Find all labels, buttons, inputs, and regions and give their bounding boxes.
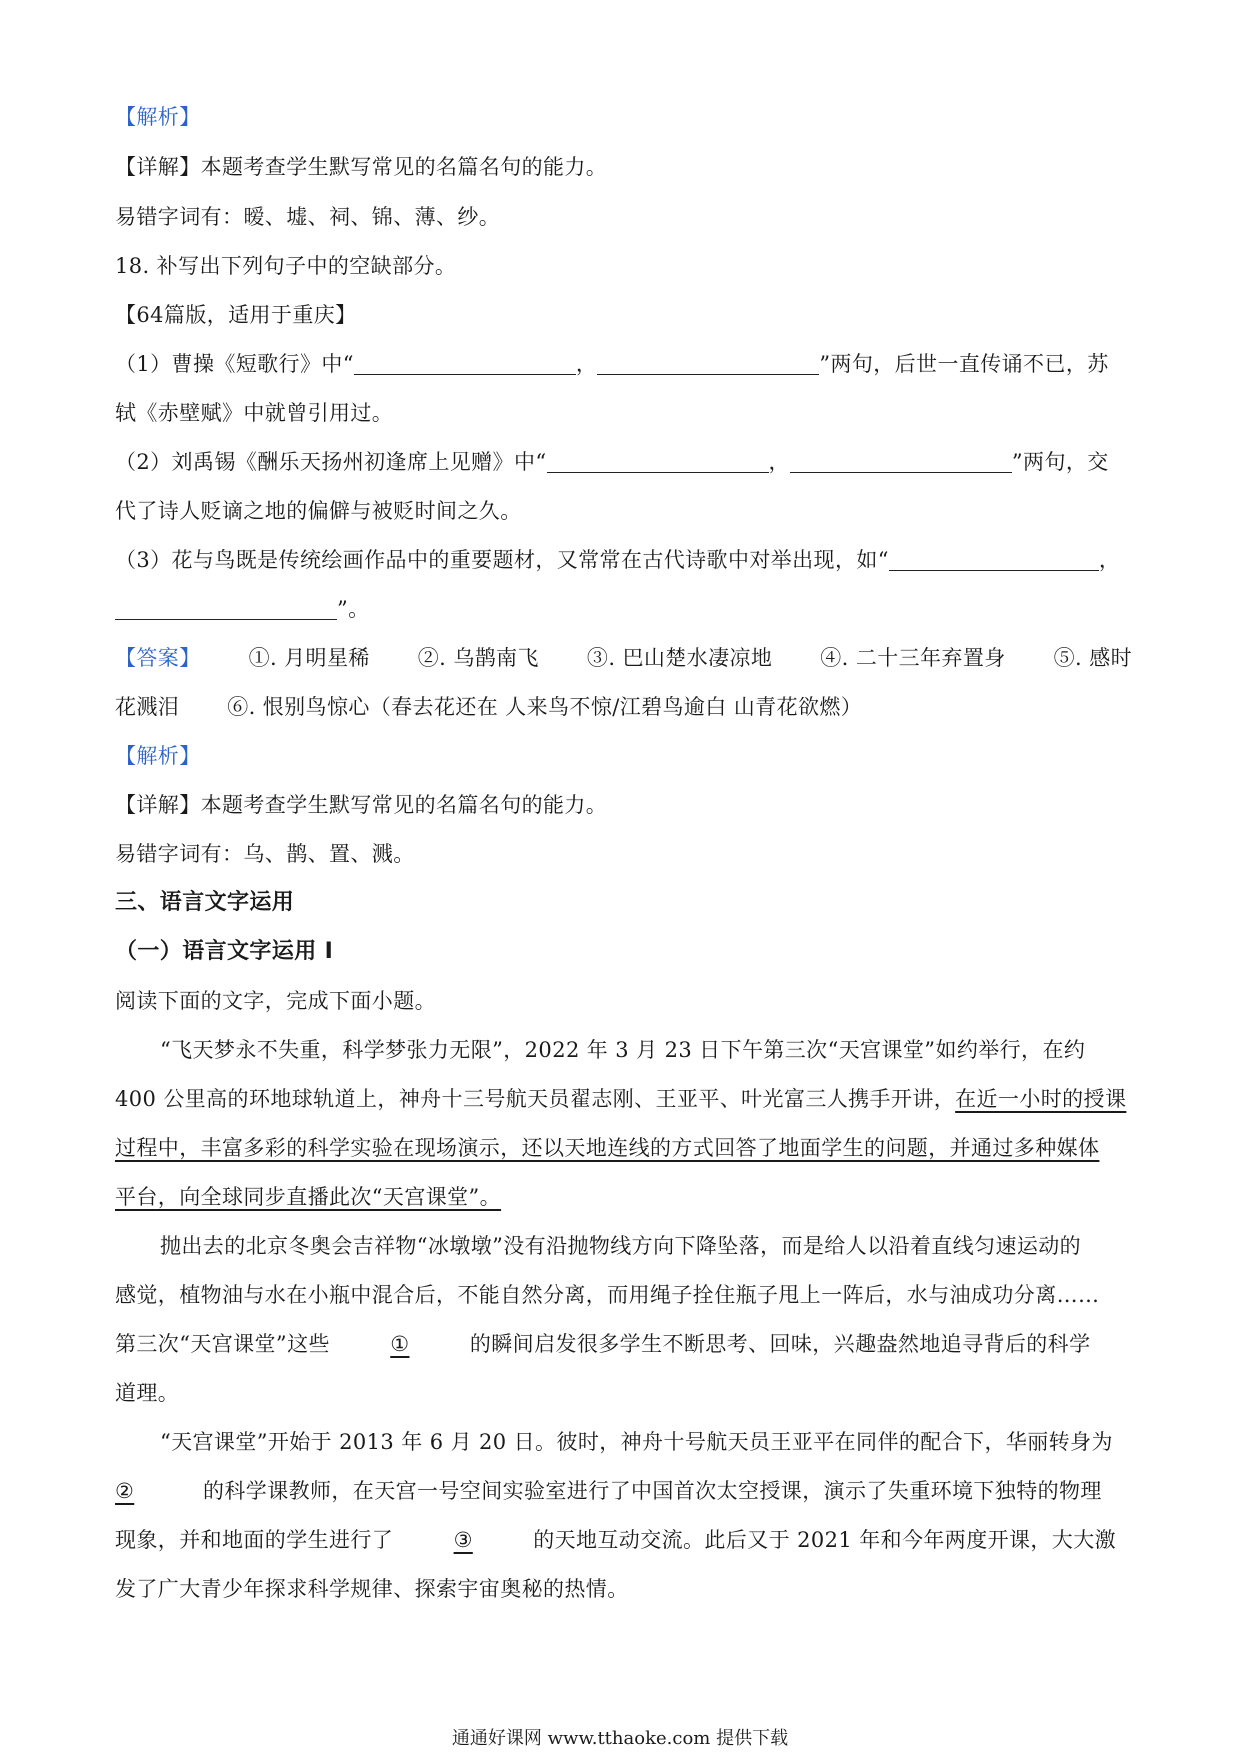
fill-blank-2[interactable]	[597, 352, 819, 375]
passage-p3-line3-a: 现象，并和地面的学生进行了	[115, 1528, 394, 1552]
underlined-sentence-line3: 过程中，丰富多彩的科学实验在现场演示，还以天地连线的方式回答了地面学生的问题，并通过多种媒体	[115, 1136, 1100, 1160]
answer-3: ③. 巴山楚水凄凉地	[586, 646, 773, 670]
underlined-sentence-start: 在近一小时的授课	[955, 1087, 1127, 1111]
q18-item2-line2: 代了诗人贬谪之地的偏僻与被贬时间之久。	[115, 499, 522, 523]
q18-item3-suffix: ”。	[337, 597, 370, 621]
q18-item3-line2	[115, 594, 370, 624]
q18-version: 【64篇版，适用于重庆】	[115, 303, 357, 327]
passage-p3-line3	[115, 1525, 1116, 1555]
page-footer: 通通好课网 www.tthaoke.com 提供下载	[451, 1728, 789, 1749]
q18-item1	[115, 349, 1109, 379]
q18-item3-comma: ，	[1098, 548, 1121, 572]
q18-item2-suffix: ”两句，交	[1011, 450, 1109, 474]
passage-p3-line3-b: 的天地互动交流。此后又于 2021 年和今年两度开课，大大激	[533, 1528, 1116, 1552]
blank-marker-3[interactable]: ③	[453, 1528, 473, 1552]
passage-p3-line2-b: 的科学课教师，在天宫一号空间实验室进行了中国首次太空授课，演示了失重环境下独特的物理	[203, 1479, 1102, 1503]
q17-typos: 易错字词有：暧、墟、祠、锦、薄、纱。	[115, 205, 501, 229]
q18-item2-comma: ，	[768, 450, 790, 474]
q18-item3-prefix: （3）花与鸟既是传统绘画作品中的重要题材，又常常在古代诗歌中对举出现，如“	[115, 548, 889, 572]
q18-item1-suffix: ”两句，后世一直传诵不已，苏	[819, 352, 1109, 376]
q17-detail: 【详解】本题考查学生默写常见的名篇名句的能力。	[115, 155, 608, 179]
fill-blank-6[interactable]	[115, 597, 337, 620]
passage-p2-line2: 感觉，植物油与水在小瓶中混合后，不能自然分离，而用绳子拴住瓶子甩上一阵后，水与油成功分离……	[115, 1283, 1100, 1307]
fill-blank-1[interactable]	[354, 352, 576, 375]
q18-typos: 易错字词有：乌、鹊、置、溅。	[115, 842, 415, 866]
passage-p3-line1: “天宫课堂”开始于 2013 年 6 月 20 日。彼时，神舟十号航天员王亚平在同伴的配合下，华丽转身为	[160, 1430, 1113, 1454]
q18-item1-comma: ，	[575, 352, 598, 376]
fill-blank-4[interactable]	[790, 450, 1012, 473]
section-title: 三、语言文字运用	[115, 890, 295, 915]
passage-p2-line4: 道理。	[115, 1381, 180, 1405]
q18-item3	[115, 545, 1120, 575]
fill-blank-5[interactable]	[889, 548, 1099, 571]
underlined-sentence-line4: 平台，向全球同步直播此次“天宫课堂”。	[115, 1185, 502, 1209]
answer-tag: 【答案】	[115, 646, 201, 670]
q18-answers	[115, 643, 1132, 673]
answer-6: ⑥. 恨别鸟惊心（春去花还在 人来鸟不惊/江碧鸟逾白 山青花欲燃）	[227, 695, 863, 719]
passage-p1-line2	[115, 1084, 1126, 1114]
q18-item2-prefix: （2）刘禹锡《酬乐天扬州初逢席上见赠》中“	[115, 450, 547, 474]
blank-marker-1[interactable]: ①	[390, 1332, 410, 1356]
passage-p2-line3	[115, 1329, 1090, 1359]
answer-1: ①. 月明星稀	[248, 646, 370, 670]
passage-p3-line2	[115, 1476, 1102, 1506]
q18-item2	[115, 447, 1109, 477]
answer-5-cont: 花溅泪	[115, 695, 180, 719]
answer-4: ④. 二十三年弃置身	[820, 646, 1006, 670]
passage-p2-line3-b: 的瞬间启发很多学生不断思考、回味，兴趣盎然地追寻背后的科学	[469, 1332, 1091, 1356]
section-subtitle: （一）语言文字运用 I	[115, 939, 334, 964]
passage-p3-line4: 发了广大青少年探求科学规律、探索宇宙奥秘的热情。	[115, 1577, 629, 1601]
q18-item1-prefix: （1）曹操《短歌行》中“	[115, 352, 354, 376]
blank-marker-2[interactable]: ②	[115, 1479, 135, 1503]
q18-title: 18. 补写出下列句子中的空缺部分。	[115, 254, 457, 278]
answer-5: ⑤. 感时	[1053, 646, 1132, 670]
answer-2: ②. 乌鹊南飞	[417, 646, 539, 670]
q17-analysis-tag: 【解析】	[115, 105, 201, 129]
reading-instruction: 阅读下面的文字，完成下面小题。	[115, 989, 436, 1013]
fill-blank-3[interactable]	[547, 450, 769, 473]
q18-item1-line2: 轼《赤壁赋》中就曾引用过。	[115, 401, 394, 425]
q18-detail: 【详解】本题考查学生默写常见的名篇名句的能力。	[115, 793, 608, 817]
q18-answers-line2	[115, 692, 862, 722]
q18-analysis-tag: 【解析】	[115, 744, 201, 768]
passage-p2-line1: 抛出去的北京冬奥会吉祥物“冰墩墩”没有沿抛物线方向下降坠落，而是给人以沿着直线匀速运动的	[160, 1234, 1082, 1258]
passage-p2-line3-a: 第三次“天宫课堂”这些	[115, 1332, 330, 1356]
passage-p1-line1: “飞天梦永不失重，科学梦张力无限”，2022 年 3 月 23 日下午第三次“天宫课堂”如约举行，在约	[160, 1038, 1086, 1062]
passage-p1-line2-plain: 400 公里高的环地球轨道上，神舟十三号航天员翟志刚、王亚平、叶光富三人携手开讲，	[115, 1087, 956, 1111]
